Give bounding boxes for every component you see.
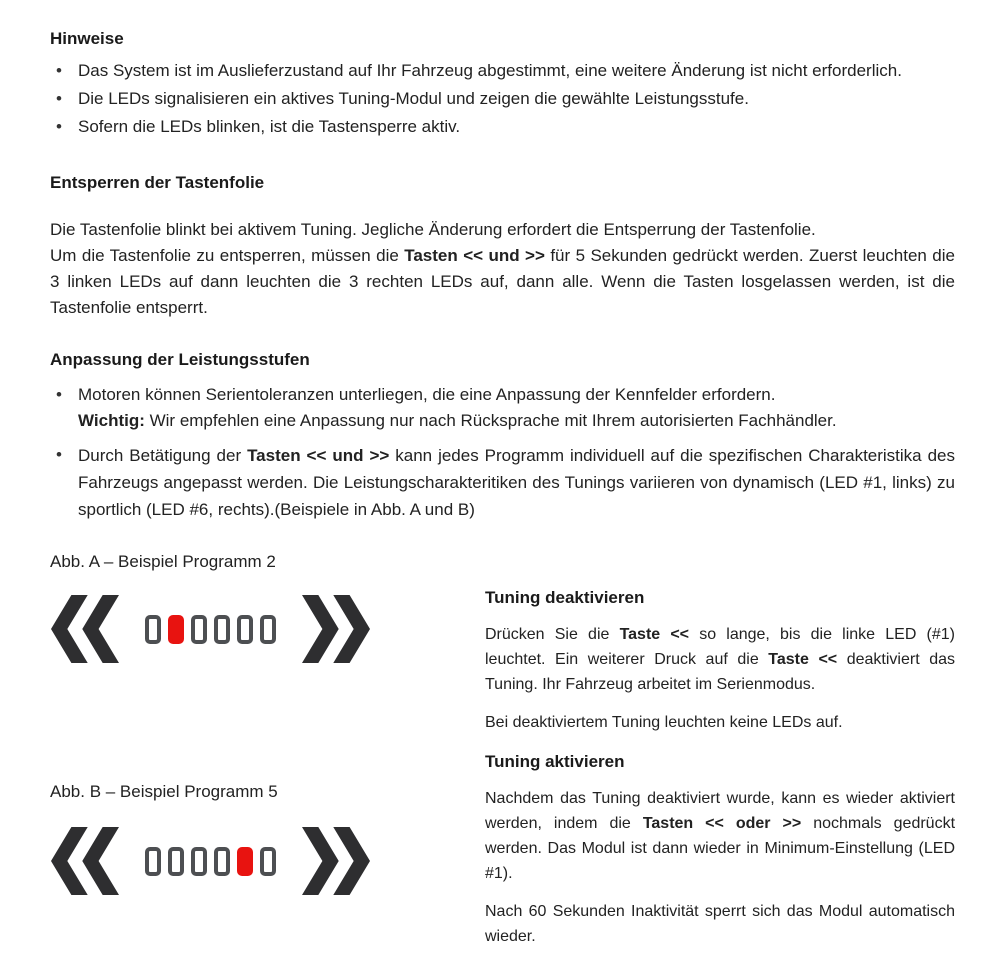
section-hinweise bbox=[50, 28, 955, 140]
led-6 bbox=[260, 615, 276, 644]
text-run: Nachdem das Tuning deaktiviert wurde, kann es wieder aktiviert werden, indem die bbox=[485, 790, 955, 832]
led-5 bbox=[237, 615, 253, 644]
section-anpassung bbox=[50, 349, 955, 523]
deactivate-note: Bei deaktiviertem Tuning leuchten keine LEDs auf. bbox=[485, 714, 843, 731]
figures-and-instructions bbox=[50, 551, 955, 949]
led-6 bbox=[260, 847, 276, 876]
led-indicator-figure-a bbox=[50, 595, 475, 663]
led-strip bbox=[145, 615, 276, 644]
text-run: kann jedes Programm individuell auf die spezifischen Charakteristika des Fahrzeugs angepasst werden. Die Leistungscharakteritiken des Tunings variieren von dynamisch (LED #1, links) zu sportlich (LED #6, rechts).(Beispiele in Abb. A und B) bbox=[78, 446, 955, 519]
led-1 bbox=[145, 615, 161, 644]
text-run: so lange, bis die linke LED (#1) leuchtet. Ein weiterer Druck auf die bbox=[485, 626, 955, 668]
double-chevron-left-icon bbox=[50, 827, 120, 895]
bold-text-run: Tasten << oder >> bbox=[642, 815, 802, 832]
led-indicator-figure-b bbox=[50, 827, 475, 895]
text-run: für 5 Sekunden gedrückt werden. Zuerst leuchten die 3 linken LEDs auf dann leuchten die 3 rechten LEDs auf, dann alle. Wenn die Tasten losgelassen werden, ist die Tastenfolie entsperrt. bbox=[50, 246, 955, 317]
list-item: • Das System ist im Auslieferzustand auf Ihr Fahrzeug abgestimmt, eine weitere Änderung ist nicht erforderlich. bbox=[50, 58, 955, 84]
bold-text-run: Taste << bbox=[768, 651, 838, 668]
double-chevron-right-icon bbox=[301, 827, 371, 895]
text-run: nochmals gedrückt werden. Das Modul ist dann wieder in Minimum-Einstellung (LED #1). bbox=[485, 815, 956, 882]
anpassung-bullet-list bbox=[50, 382, 955, 523]
activate-note: Nach 60 Sekunden Inaktivität sperrt sich das Modul automatisch wieder. bbox=[485, 903, 955, 945]
double-chevron-right-icon bbox=[301, 595, 371, 663]
led-4 bbox=[214, 615, 230, 644]
text-run: Um die Tastenfolie zu entsperren, müssen die bbox=[50, 246, 405, 265]
entsperren-title: Entsperren der Tastenfolie bbox=[50, 173, 265, 192]
bold-text-run: Tasten << und >> bbox=[404, 246, 545, 265]
bold-text-run: Taste << bbox=[619, 626, 690, 643]
list-item: • Die LEDs signalisieren ein aktives Tuning-Modul und zeigen die gewählte Leistungsstufe. bbox=[50, 86, 955, 112]
led-2 bbox=[168, 847, 184, 876]
text-run: Drücken Sie die bbox=[485, 626, 620, 643]
section-entsperren bbox=[50, 172, 955, 321]
deactivate-title: Tuning deaktivieren bbox=[485, 588, 645, 607]
text-run: Durch Betätigung der bbox=[78, 446, 248, 465]
figure-a-label: Abb. A – Beispiel Programm 2 bbox=[50, 552, 276, 571]
deactivate-paragraph bbox=[485, 622, 955, 697]
led-3 bbox=[191, 847, 207, 876]
list-item bbox=[50, 382, 955, 434]
entsperren-paragraph bbox=[50, 217, 955, 321]
text-paragraph bbox=[50, 243, 955, 321]
led-strip bbox=[145, 847, 276, 876]
led-4 bbox=[214, 847, 230, 876]
list-item bbox=[50, 442, 955, 523]
anpassung-title: Anpassung der Leistungsstufen bbox=[50, 350, 310, 369]
double-chevron-left-icon bbox=[50, 595, 120, 663]
text-run: deaktiviert das Tuning. Ihr Fahrzeug arbeitet im Serienmodus. bbox=[485, 651, 956, 693]
activate-title: Tuning aktivieren bbox=[485, 752, 625, 771]
led-3 bbox=[191, 615, 207, 644]
led-5-active bbox=[237, 847, 253, 876]
activate-paragraph bbox=[485, 786, 955, 886]
instructions-column bbox=[485, 551, 955, 949]
text-run: Motoren können Serientoleranzen unterliegen, die eine Anpassung der Kennfelder erfordern. bbox=[78, 385, 776, 404]
hinweise-bullet-list bbox=[50, 58, 955, 140]
led-2-active bbox=[168, 615, 184, 644]
list-item: • Sofern die LEDs blinken, ist die Tastensperre aktiv. bbox=[50, 114, 955, 140]
bold-text-run: Wichtig: bbox=[78, 411, 145, 430]
text-run: Wir empfehlen eine Anpassung nur nach Rücksprache mit Ihrem autorisierten Fachhändler. bbox=[144, 411, 837, 430]
led-1 bbox=[145, 847, 161, 876]
figure-b-label: Abb. B – Beispiel Programm 5 bbox=[50, 782, 278, 801]
hinweise-title: Hinweise bbox=[50, 29, 124, 48]
figures-column bbox=[50, 551, 475, 949]
bold-text-run: Tasten << und >> bbox=[247, 446, 390, 465]
text-line: Die Tastenfolie blinkt bei aktivem Tuning. Jegliche Änderung erfordert die Entsperrung der Tastenfolie. bbox=[50, 220, 816, 239]
